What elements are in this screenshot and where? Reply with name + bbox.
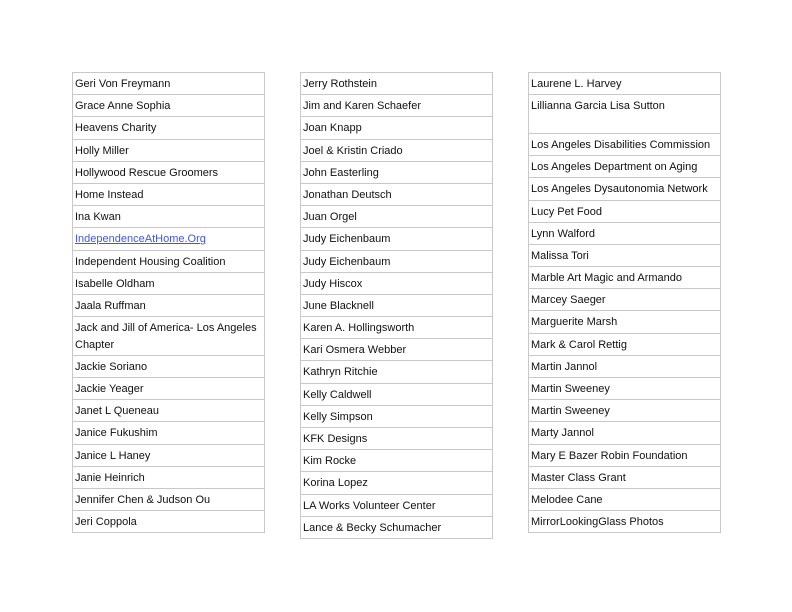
table-row: Martin Sweeney [529,378,720,400]
table-row: Janice Fukushim [73,422,264,444]
table-row: Janice L Haney [73,445,264,467]
table-row: Janie Heinrich [73,467,264,489]
table-row: Malissa Tori [529,245,720,267]
name-column-3 [528,72,721,533]
table-row: Marcey Saeger [529,289,720,311]
table-row: Geri Von Freymann [73,73,264,95]
table-row: Melodee Cane [529,489,720,511]
table-row: Isabelle Oldham [73,273,264,295]
table-row: Kelly Caldwell [301,384,492,406]
website-link[interactable]: IndependenceAtHome.Org [73,228,264,250]
name-column-1 [72,72,265,533]
table-row: Master Class Grant [529,467,720,489]
table-row: Lynn Walford [529,223,720,245]
table-row: Judy Hiscox [301,273,492,295]
table-row: Jim and Karen Schaefer [301,95,492,117]
table-row: Kari Osmera Webber [301,339,492,361]
table-row: June Blacknell [301,295,492,317]
table-row: Mary E Bazer Robin Foundation [529,445,720,467]
table-row: Jonathan Deutsch [301,184,492,206]
table-row: Grace Anne Sophia [73,95,264,117]
table-row: Janet L Queneau [73,400,264,422]
table-row: Marty Jannol [529,422,720,444]
table-row: Kim Rocke [301,450,492,472]
table-row: Laurene L. Harvey [529,73,720,95]
table-row: Marguerite Marsh [529,311,720,333]
table-row: KFK Designs [301,428,492,450]
table-row: Heavens Charity [73,117,264,139]
table-row: Kelly Simpson [301,406,492,428]
table-row: Jackie Soriano [73,356,264,378]
table-row: Los Angeles Department on Aging [529,156,720,178]
table-row: Jackie Yeager [73,378,264,400]
table-row: Martin Sweeney [529,400,720,422]
table-row: Jack and Jill of America- Los Angeles Chapter [73,317,264,356]
table-row: MirrorLookingGlass Photos [529,511,720,533]
table-row: Lance & Becky Schumacher [301,517,492,539]
table-row: Kathryn Ritchie [301,361,492,383]
table-row: Jaala Ruffman [73,295,264,317]
table-row: Martin Jannol [529,356,720,378]
table-row: Lucy Pet Food [529,201,720,223]
table-row: Karen A. Hollingsworth [301,317,492,339]
table-row: Joan Knapp [301,117,492,139]
table-row: Jerry Rothstein [301,73,492,95]
table-row: Joel & Kristin Criado [301,140,492,162]
table-row: Mark & Carol Rettig [529,334,720,356]
table-row: Marble Art Magic and Armando [529,267,720,289]
table-row: Judy Eichenbaum [301,228,492,250]
table-row: Ina Kwan [73,206,264,228]
table-row: Independent Housing Coalition [73,251,264,273]
name-column-2 [300,72,493,539]
table-row: Juan Orgel [301,206,492,228]
table-row: John Easterling [301,162,492,184]
table-row: Holly Miller [73,140,264,162]
table-row: Korina Lopez [301,472,492,494]
table-row: Hollywood Rescue Groomers [73,162,264,184]
table-row: Lillianna Garcia Lisa Sutton [529,95,720,134]
table-row: Los Angeles Disabilities Commission [529,134,720,156]
table-row: Los Angeles Dysautonomia Network [529,178,720,200]
table-row: Judy Eichenbaum [301,251,492,273]
table-row: Home Instead [73,184,264,206]
table-row: LA Works Volunteer Center [301,495,492,517]
table-row: Jeri Coppola [73,511,264,533]
table-row: Jennifer Chen & Judson Ou [73,489,264,511]
